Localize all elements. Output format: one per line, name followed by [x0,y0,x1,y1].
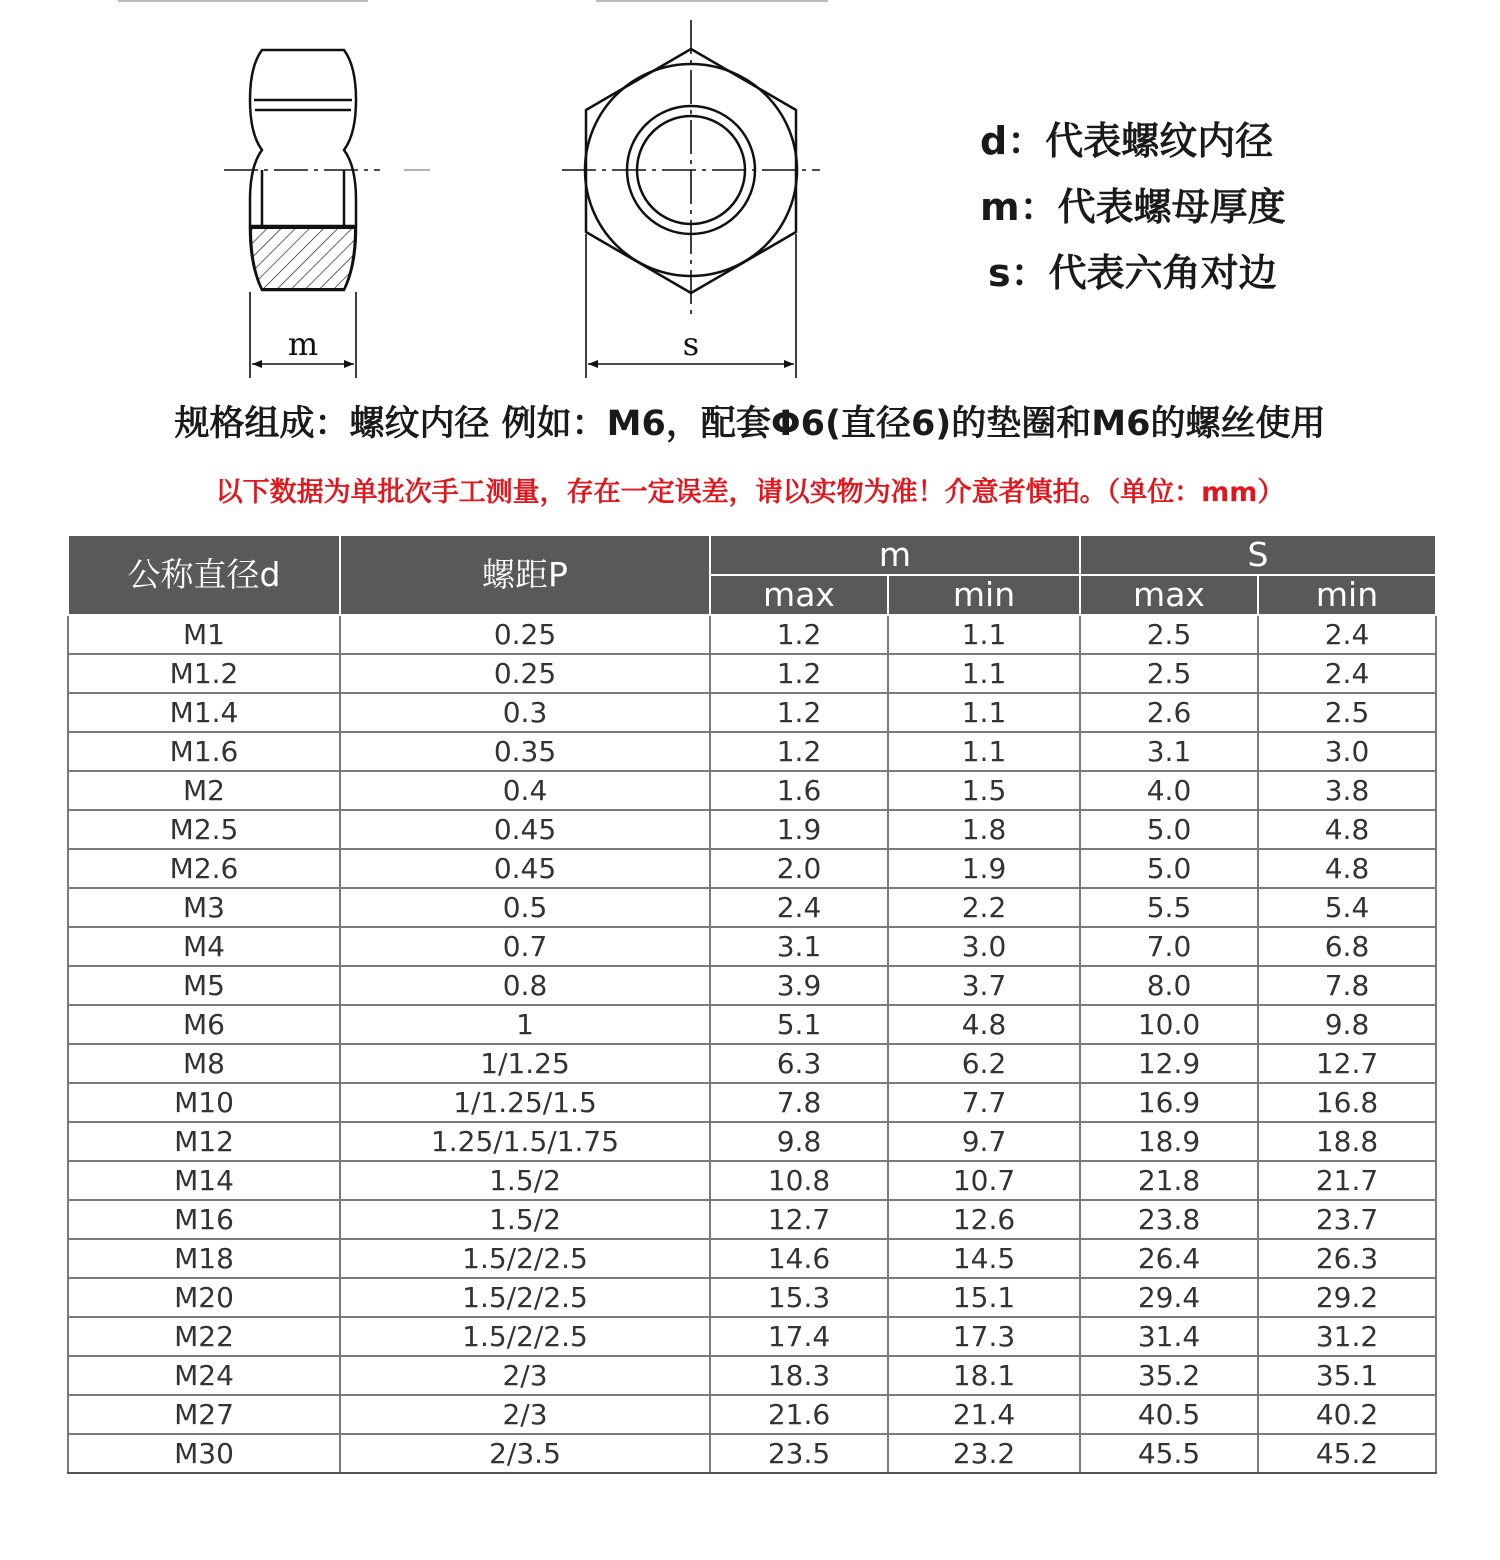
cell-diameter: M14 [68,1161,340,1200]
cell-pitch: 1.5/2/2.5 [340,1239,710,1278]
cell-m-max: 17.4 [710,1317,888,1356]
cell-diameter: M2.6 [68,849,340,888]
cell-s-max: 5.0 [1080,810,1258,849]
cell-m-min: 12.6 [888,1200,1080,1239]
cell-s-min: 2.4 [1258,654,1436,693]
cell-s-min: 35.1 [1258,1356,1436,1395]
cell-s-max: 31.4 [1080,1317,1258,1356]
cell-s-min: 31.2 [1258,1317,1436,1356]
cell-pitch: 1.5/2 [340,1200,710,1239]
table-row [68,1083,1436,1122]
cell-s-max: 5.5 [1080,888,1258,927]
cell-diameter: M12 [68,1122,340,1161]
cell-pitch: 0.45 [340,849,710,888]
cell-m-max: 1.6 [710,771,888,810]
cell-m-min: 14.5 [888,1239,1080,1278]
cell-pitch: 0.35 [340,732,710,771]
cell-pitch: 1.25/1.5/1.75 [340,1122,710,1161]
cell-s-max: 2.5 [1080,654,1258,693]
cell-s-max: 21.8 [1080,1161,1258,1200]
cell-diameter: M20 [68,1278,340,1317]
cell-pitch: 0.4 [340,771,710,810]
cell-m-max: 14.6 [710,1239,888,1278]
measurement-disclaimer: 以下数据为单批次手工测量，存在一定误差，请以实物为准！介意者慎拍。（单位：mm） [215,477,1285,508]
cell-m-max: 1.2 [710,654,888,693]
table-row [68,1317,1436,1356]
cell-diameter: M1 [68,615,340,654]
cell-m-max: 9.8 [710,1122,888,1161]
dimension-legend [980,108,1286,306]
cell-m-min: 6.2 [888,1044,1080,1083]
cell-s-min: 40.2 [1258,1395,1436,1434]
cell-s-max: 26.4 [1080,1239,1258,1278]
cell-m-max: 10.8 [710,1161,888,1200]
cell-diameter: M4 [68,927,340,966]
cell-diameter: M10 [68,1083,340,1122]
cell-s-max: 35.2 [1080,1356,1258,1395]
table-row [68,849,1436,888]
header-s-min: min [1258,575,1436,615]
cell-pitch: 1.5/2/2.5 [340,1278,710,1317]
cell-s-min: 26.3 [1258,1239,1436,1278]
cell-s-max: 10.0 [1080,1005,1258,1044]
cell-pitch: 0.25 [340,615,710,654]
cell-s-max: 4.0 [1080,771,1258,810]
cell-s-min: 45.2 [1258,1434,1436,1473]
header-m-group: m [710,535,1080,575]
legend-m: m：代表螺母厚度 [980,185,1286,229]
cell-pitch: 0.5 [340,888,710,927]
cell-diameter: M6 [68,1005,340,1044]
cell-s-min: 23.7 [1258,1200,1436,1239]
cell-m-min: 1.1 [888,693,1080,732]
table-row [68,771,1436,810]
cell-m-min: 1.1 [888,615,1080,654]
cell-m-min: 23.2 [888,1434,1080,1473]
cell-pitch: 0.8 [340,966,710,1005]
cell-m-min: 3.0 [888,927,1080,966]
nut-spec-table [67,534,1437,1474]
table-row [68,966,1436,1005]
cell-s-min: 3.8 [1258,771,1436,810]
cell-m-max: 2.0 [710,849,888,888]
cell-s-min: 29.2 [1258,1278,1436,1317]
cell-diameter: M1.2 [68,654,340,693]
cell-pitch: 0.25 [340,654,710,693]
table-row [68,1005,1436,1044]
table-row [68,732,1436,771]
cell-diameter: M27 [68,1395,340,1434]
cell-m-min: 1.8 [888,810,1080,849]
cell-pitch: 0.45 [340,810,710,849]
cell-pitch: 0.7 [340,927,710,966]
cell-m-min: 4.8 [888,1005,1080,1044]
header-pitch: 螺距P [340,535,710,615]
header-m-min: min [888,575,1080,615]
cell-s-max: 7.0 [1080,927,1258,966]
cell-m-max: 23.5 [710,1434,888,1473]
cell-pitch: 1/1.25/1.5 [340,1083,710,1122]
cell-s-min: 12.7 [1258,1044,1436,1083]
cell-pitch: 1/1.25 [340,1044,710,1083]
cell-s-min: 7.8 [1258,966,1436,1005]
legend-d: d：代表螺纹内径 [980,119,1274,163]
m-dimension-label: m [287,325,319,363]
cell-pitch: 2/3 [340,1356,710,1395]
cell-m-min: 18.1 [888,1356,1080,1395]
s-dimension-label: s [682,325,700,363]
cell-m-min: 1.1 [888,732,1080,771]
cell-s-max: 45.5 [1080,1434,1258,1473]
cell-s-max: 40.5 [1080,1395,1258,1434]
table-row [68,1239,1436,1278]
cell-m-min: 7.7 [888,1083,1080,1122]
cell-s-max: 3.1 [1080,732,1258,771]
cell-diameter: M18 [68,1239,340,1278]
cell-s-min: 9.8 [1258,1005,1436,1044]
cell-m-min: 3.7 [888,966,1080,1005]
cell-diameter: M2 [68,771,340,810]
cell-diameter: M16 [68,1200,340,1239]
cell-s-min: 5.4 [1258,888,1436,927]
cell-diameter: M22 [68,1317,340,1356]
cell-s-max: 5.0 [1080,849,1258,888]
cell-m-max: 7.8 [710,1083,888,1122]
header-nominal-diameter: 公称直径d [68,535,340,615]
cell-m-max: 2.4 [710,888,888,927]
cell-s-min: 4.8 [1258,810,1436,849]
cell-m-min: 21.4 [888,1395,1080,1434]
cell-s-max: 18.9 [1080,1122,1258,1161]
cell-m-max: 3.9 [710,966,888,1005]
cell-s-max: 29.4 [1080,1278,1258,1317]
cell-s-max: 2.6 [1080,693,1258,732]
table-row [68,654,1436,693]
cell-m-min: 9.7 [888,1122,1080,1161]
cell-s-min: 18.8 [1258,1122,1436,1161]
table-row [68,1434,1436,1473]
header-s-max: max [1080,575,1258,615]
cell-diameter: M24 [68,1356,340,1395]
table-row [68,810,1436,849]
cell-pitch: 2/3.5 [340,1434,710,1473]
table-row [68,1161,1436,1200]
legend-s: s：代表六角对边 [988,251,1277,295]
spec-composition-text: 规格组成：螺纹内径 例如：M6，配套Φ6(直径6)的垫圈和M6的螺丝使用 [174,404,1326,444]
table-row [68,1356,1436,1395]
cell-s-max: 16.9 [1080,1083,1258,1122]
cell-m-max: 1.2 [710,693,888,732]
table-row [68,1200,1436,1239]
cell-s-min: 4.8 [1258,849,1436,888]
cell-m-max: 1.9 [710,810,888,849]
cell-m-min: 15.1 [888,1278,1080,1317]
table-row [68,888,1436,927]
cell-m-max: 18.3 [710,1356,888,1395]
cell-diameter: M5 [68,966,340,1005]
cell-diameter: M8 [68,1044,340,1083]
cell-m-max: 6.3 [710,1044,888,1083]
cell-s-max: 23.8 [1080,1200,1258,1239]
cell-s-min: 2.5 [1258,693,1436,732]
cell-pitch: 2/3 [340,1395,710,1434]
cell-m-min: 1.9 [888,849,1080,888]
table-row [68,693,1436,732]
cell-diameter: M3 [68,888,340,927]
cell-pitch: 1.5/2 [340,1161,710,1200]
cell-s-min: 2.4 [1258,615,1436,654]
cell-m-min: 17.3 [888,1317,1080,1356]
table-row [68,1044,1436,1083]
cell-diameter: M1.6 [68,732,340,771]
header-m-max: max [710,575,888,615]
cell-s-min: 16.8 [1258,1083,1436,1122]
table-row [68,1395,1436,1434]
cell-m-min: 10.7 [888,1161,1080,1200]
cell-m-min: 1.1 [888,654,1080,693]
cell-m-min: 1.5 [888,771,1080,810]
cell-m-max: 1.2 [710,615,888,654]
cell-diameter: M1.4 [68,693,340,732]
cell-pitch: 1.5/2/2.5 [340,1317,710,1356]
cell-s-min: 3.0 [1258,732,1436,771]
header-s-group: S [1080,535,1436,575]
cell-m-min: 2.2 [888,888,1080,927]
cell-s-max: 2.5 [1080,615,1258,654]
cell-diameter: M2.5 [68,810,340,849]
cell-s-max: 12.9 [1080,1044,1258,1083]
cell-s-min: 6.8 [1258,927,1436,966]
cell-s-min: 21.7 [1258,1161,1436,1200]
table-row [68,927,1436,966]
table-row [68,615,1436,654]
cell-s-max: 8.0 [1080,966,1258,1005]
cell-m-max: 15.3 [710,1278,888,1317]
cell-m-max: 5.1 [710,1005,888,1044]
cell-diameter: M30 [68,1434,340,1473]
spec-table-body [68,615,1436,1473]
cell-m-max: 1.2 [710,732,888,771]
table-row [68,1122,1436,1161]
table-row [68,1278,1436,1317]
cell-pitch: 1 [340,1005,710,1044]
cell-m-max: 12.7 [710,1200,888,1239]
cell-m-max: 3.1 [710,927,888,966]
cell-m-max: 21.6 [710,1395,888,1434]
cell-pitch: 0.3 [340,693,710,732]
